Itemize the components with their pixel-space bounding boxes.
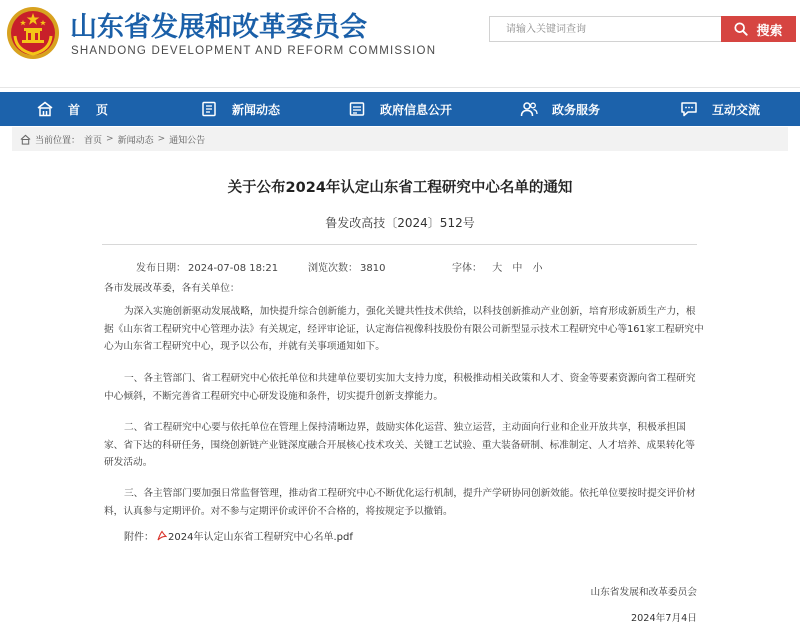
home-icon — [36, 100, 54, 118]
nav-item-services[interactable] — [480, 92, 640, 126]
main-nav — [0, 92, 800, 126]
font-size-medium[interactable]: 中 — [512, 263, 523, 274]
people-icon — [520, 100, 538, 118]
breadcrumb-prefix: 当前位置： — [35, 135, 81, 146]
breadcrumb-notices[interactable]: 通知公告 — [169, 135, 206, 146]
nav-item-label: 互动交流 — [711, 102, 760, 117]
document-number: 鲁发改高技〔2024〕512号 — [325, 216, 475, 230]
location-icon — [20, 134, 31, 145]
search-button[interactable] — [721, 16, 796, 42]
site-header — [0, 0, 800, 88]
publish-date-label: 发布日期： — [136, 263, 186, 274]
nav-item-home[interactable] — [0, 92, 160, 126]
font-size-large[interactable]: 大 — [492, 263, 503, 274]
nav-item-news[interactable] — [160, 92, 320, 126]
nav-item-gov-info[interactable] — [320, 92, 480, 126]
search-icon — [734, 22, 748, 36]
breadcrumb-separator: > — [157, 134, 166, 144]
national-emblem-icon — [6, 6, 60, 60]
nav-item-label: 政务服务 — [551, 102, 600, 117]
view-count-label: 浏览次数： — [308, 263, 358, 274]
search-input[interactable] — [489, 16, 722, 42]
paragraph-2: 二、省工程研究中心要与依托单位在管理上保持清晰边界，鼓励实体化运营、独立运营，主动面向行业和企业开放共享，积极承担国家、省下达的科研任务，围绕创新链产业链深度融合开展核心技术攻关、关键工艺试验、重大装备研制、标准制定、人才培养、成果转化等研发活动。 — [104, 422, 695, 468]
attachment-link[interactable]: 2024年认定山东省工程研究中心名单.pdf — [168, 532, 353, 543]
view-count — [308, 259, 387, 274]
greeting: 各市发展改革委，各有关单位： — [104, 283, 240, 294]
publish-date — [136, 259, 280, 274]
paragraph-intro: 为深入实施创新驱动发展战略，加快提升综合创新能力，强化关键共性技术供给，以科技创新推动产业创新，培育形成新质生产力，根据《山东省工程研究中心管理办法》有关规定，经评审论证，认定海信视像科技股份有限公司新型显示技术工程研究中心等161家工程研究中心为山东省工程研究中心，现予以公布，并就有关事项通知如下。 — [104, 306, 704, 352]
view-count-value: 3810 — [360, 263, 386, 274]
font-size-selector — [452, 259, 545, 274]
pdf-icon — [157, 530, 167, 541]
paragraph-1: 一、各主管部门、省工程研究中心依托单位和共建单位要切实加大支持力度，积极推动相关政策和人才、资金等要素资源向省工程研究中心倾斜，不断完善省工程研究中心研发设施和条件，切实提升创新支撑能力。 — [104, 373, 696, 402]
font-size-label: 字体： — [452, 263, 482, 274]
attachment — [124, 528, 353, 543]
publish-date-value: 2024-07-08 18:21 — [188, 263, 279, 274]
breadcrumb-separator: > — [106, 134, 114, 144]
article-title: 关于公布2024年认定山东省工程研究中心名单的通知 — [227, 180, 573, 196]
nav-item-label: 首页 — [67, 102, 124, 117]
news-icon — [200, 100, 218, 118]
search-button-label: 搜索 — [756, 23, 783, 39]
nav-item-label: 新闻动态 — [231, 102, 280, 117]
document-icon — [348, 100, 366, 118]
site-subtitle: SHANDONG DEVELOPMENT AND REFORM COMMISSION — [71, 45, 437, 57]
breadcrumb-home[interactable]: 首页 — [84, 135, 103, 146]
paragraph-3: 三、各主管部门要加强日常监督管理，推动省工程研究中心不断优化运行机制，提升产学研协同创新效能。依托单位要按时提交评价材料，认真参与定期评价。对不参与定期评价或评价不合格的，将按规定予以撤销。 — [104, 488, 696, 517]
divider — [102, 244, 697, 245]
nav-item-interaction[interactable] — [640, 92, 800, 126]
breadcrumb-news[interactable]: 新闻动态 — [117, 135, 154, 146]
attachment-label: 附件： — [124, 532, 154, 543]
signature-org: 山东省发展和改革委员会 — [590, 587, 697, 598]
site-title: 山东省发展和改革委员会 — [70, 12, 367, 43]
breadcrumb — [12, 127, 788, 151]
nav-item-label: 政府信息公开 — [379, 102, 452, 117]
font-size-small[interactable]: 小 — [532, 263, 543, 274]
signature-date: 2024年7月4日 — [630, 613, 697, 624]
chat-icon — [680, 100, 698, 118]
